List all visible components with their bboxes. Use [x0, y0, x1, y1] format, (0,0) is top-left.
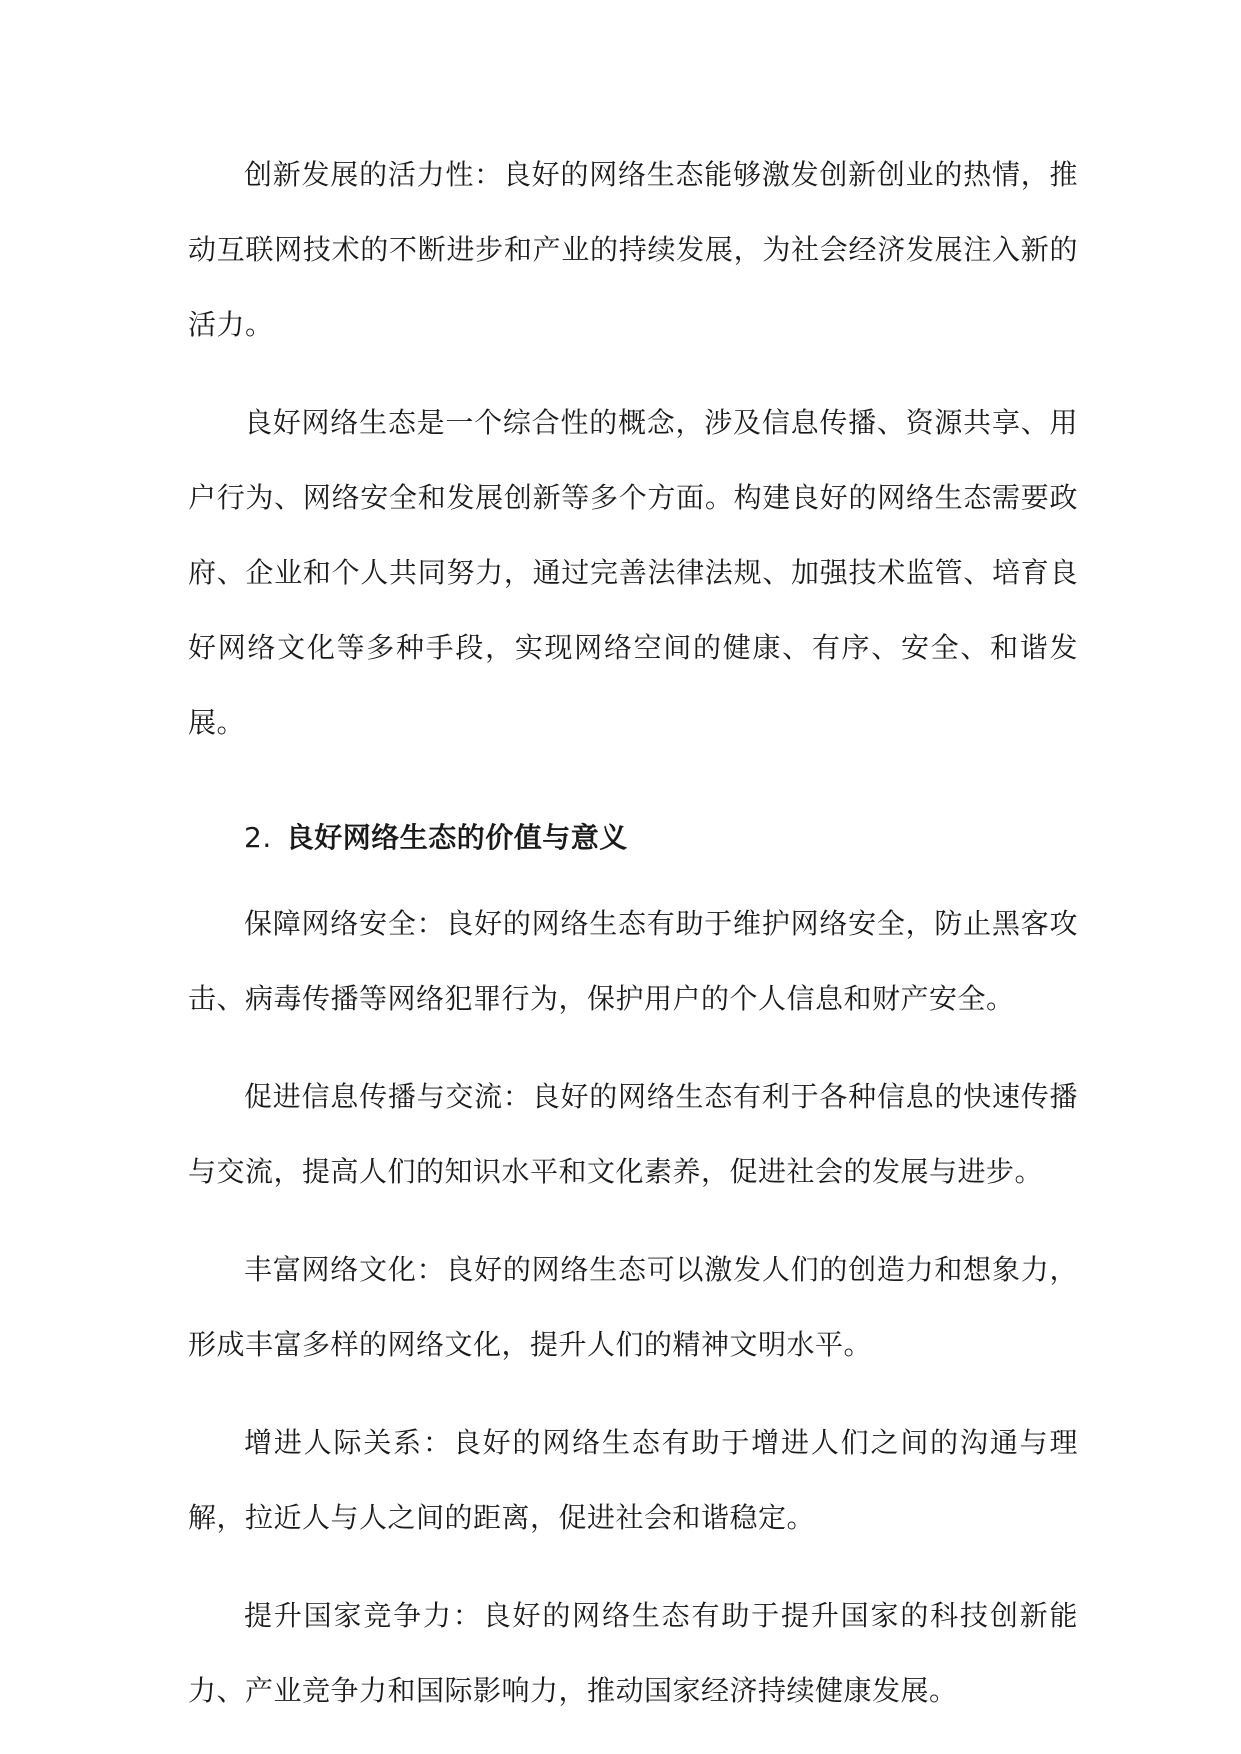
- paragraph-network-culture: 丰富网络文化：良好的网络生态可以激发人们的创造力和想象力，形成丰富多样的网络文化，提升人们的精神文明水平。: [188, 1253, 1078, 1361]
- paragraph-national-competitiveness: 提升国家竞争力：良好的网络生态有助于提升国家的科技创新能力、产业竞争力和国际影响力，推动国家经济持续健康发展。: [188, 1599, 1078, 1707]
- paragraph-innovation-vitality: 创新发展的活力性：良好的网络生态能够激发创新创业的热情，推动互联网技术的不断进步和产业的持续发展，为社会经济发展注入新的活力。: [188, 158, 1078, 341]
- document-body: [188, 137, 1078, 1751]
- paragraph-network-security: 保障网络安全：良好的网络生态有助于维护网络安全，防止黑客攻击、病毒传播等网络犯罪行为，保护用户的个人信息和财产安全。: [188, 907, 1078, 1015]
- paragraph-information-exchange: 促进信息传播与交流：良好的网络生态有利于各种信息的快速传播与交流，提高人们的知识水平和文化素养，促进社会的发展与进步。: [188, 1080, 1078, 1188]
- section-number: 2.: [244, 821, 272, 854]
- paragraph-ecosystem-summary: 良好网络生态是一个综合性的概念，涉及信息传播、资源共享、用户行为、网络安全和发展创新等多个方面。构建良好的网络生态需要政府、企业和个人共同努力，通过完善法律法规、加强技术监管、培育良好网络文化等多种手段，实现网络空间的健康、有序、安全、和谐发展。: [188, 406, 1078, 739]
- section-heading: [188, 808, 1078, 868]
- section-title: 良好网络生态的价值与意义: [285, 821, 628, 854]
- paragraph-interpersonal-relations: 增进人际关系：良好的网络生态有助于增进人们之间的沟通与理解，拉近人与人之间的距离，促进社会和谐稳定。: [188, 1426, 1078, 1534]
